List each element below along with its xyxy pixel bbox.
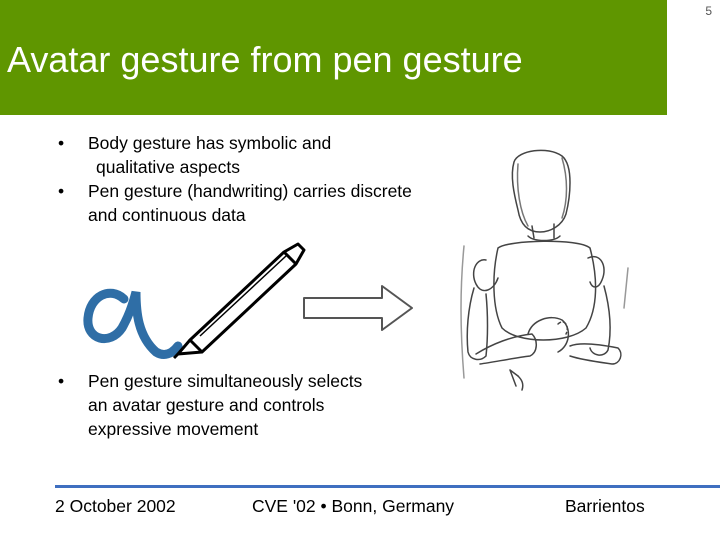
footer-author: Barrientos [565, 496, 645, 516]
bullet-item [58, 369, 362, 441]
bullet-line: expressive movement [88, 419, 259, 439]
arrow-right-icon [300, 284, 415, 332]
slide-number: 5 [705, 4, 712, 18]
bullet-list-top [58, 131, 412, 227]
bullet-line: qualitative aspects [96, 157, 240, 177]
bullet-line: and continuous data [88, 205, 246, 225]
title-band [0, 0, 667, 115]
bullet-line: Pen gesture (handwriting) carries discrete [88, 181, 412, 201]
bullet-dot: • [58, 181, 65, 201]
bullet-line: an avatar gesture and controls [88, 395, 325, 415]
bullet-dot: • [58, 133, 65, 153]
footer-rule [55, 485, 720, 488]
footer-conference: CVE '02 • Bonn, Germany [252, 496, 455, 516]
bullet-dot: • [58, 371, 65, 391]
bullet-line: Body gesture has symbolic and [88, 133, 332, 153]
bullet-item [58, 131, 412, 179]
pen-icon [80, 236, 310, 364]
bullet-list-bottom [58, 369, 362, 441]
slide-title: Avatar gesture from pen gesture [7, 39, 523, 80]
footer-date: 2 October 2002 [55, 496, 176, 516]
bullet-item [58, 179, 412, 227]
bullet-line: Pen gesture simultaneously selects [88, 371, 363, 391]
avatar-sketch [458, 148, 633, 393]
